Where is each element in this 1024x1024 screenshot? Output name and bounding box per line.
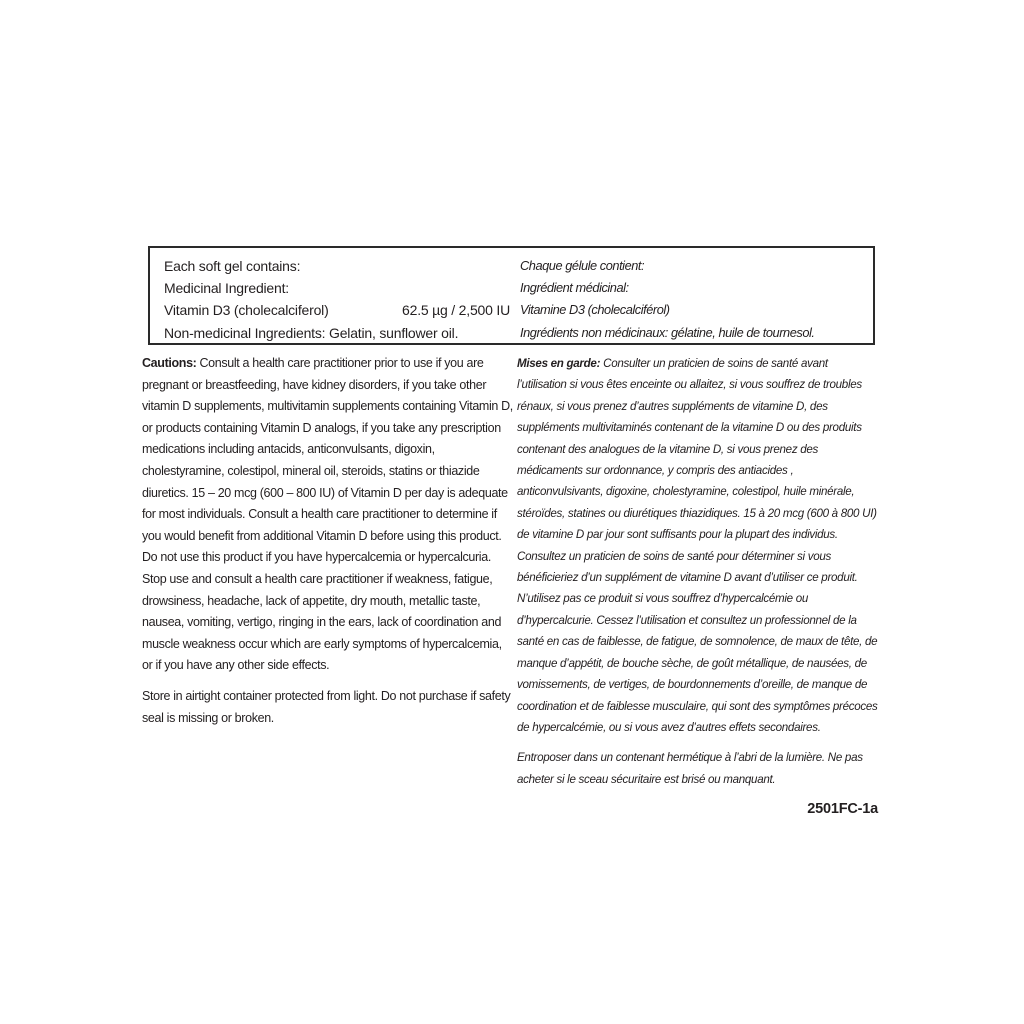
medicinal-heading-fr: Ingrédient médicinal: bbox=[520, 280, 629, 296]
medicinal-heading-en: Medicinal Ingredient: bbox=[164, 280, 289, 297]
contains-heading-en: Each soft gel contains: bbox=[164, 258, 301, 274]
cautions-body-fr: Consulter un praticien de soins de santé avant l’utilisation si vous êtes enceinte ou allaitez, si vous souffrez de troubles rénaux, si vous prenez d’autres suppléments de vitamine D, des suppléments multivitaminés contenant de la vitamine D ou des produits contenant des analogues de la vitamine D, si vous prenez des médicaments sur ordonnance, y compris des antiacides , anticonvulsivants, digoxine, cholestyramine, colestipol, huile minérale, stéroïdes, statines ou diurétiques thiazidiques. 15 à 20 mcg (600 à 800 UI) de vitamine D par jour sont suffisants pour la plupart des individus. Consultez un praticien de soins de santé pour déterminer si vous bénéficieriez d’un supplément de vitamine D avant d’utiliser ce produit. N’utilisez pas ce produit si vous souffrez d’hypercalcémie ou d’hypercalcurie. Cessez l’utilisation et consultez un professionnel de la santé en cas de faiblesse, de fatigue, de somnolence, de maux de tête, de manque d’appétit, de bouche sèche, de goût métallique, de nausées, de vomissements, de vertiges, de bourdonnements d’oreille, de manque de coordination et de faiblesse musculaire, qui sont des symptômes précoces de hypercalcémie, ou si vous avez d’autres effets secondaires. bbox=[517, 357, 878, 734]
ingredient-name-fr: Vitamine D3 (cholecalciférol) bbox=[520, 302, 670, 318]
ingredient-amount: 62.5 µg / 2,500 IU bbox=[402, 302, 510, 319]
non-medicinal-fr: Ingrédients non médicinaux: gélatine, huile de tournesol. bbox=[520, 324, 815, 340]
contains-heading-fr: Chaque gélule contient: bbox=[520, 258, 645, 273]
non-medicinal-en: Non-medicinal Ingredients: Gelatin, sunflower oil. bbox=[164, 324, 459, 341]
cautions-paragraph-en bbox=[142, 353, 515, 677]
storage-paragraph-en: Store in airtight container protected from light. Do not purchase if safety seal is missing or broken. bbox=[142, 688, 511, 725]
cautions-body-en: Consult a health care practitioner prior to use if you are pregnant or breastfeeding, have kidney disorders, if you take other vitamin D supplements, multivitamin supplements containing Vitamin D, or products containing Vitamin D analogs, if you take any prescription medications including antacids, anticonvulsants, digoxin, cholestyramine, colestipol, mineral oil, steroids, statins or thiazide diuretics. 15 – 20 mcg (600 – 800 IU) of Vitamin D per day is adequate for most individuals. Consult a health care practitioner to determine if you would benefit from additional Vitamin D before using this product. Do not use this product if you have hypercalcemia or hypercalcuria. Stop use and consult a health care practitioner if weakness, fatigue, drowsiness, headache, lack of appetite, dry mouth, metallic taste, nausea, vomiting, vertigo, ringing in the ears, lack of coordination and muscle weakness occur which are early symptoms of hypercalcemia, or if you have any other side effects. bbox=[142, 356, 513, 673]
ingredients-box-english bbox=[150, 248, 518, 343]
storage-paragraph-fr: Entroposer dans un contenant hermétique à l’abri de la lumière. Ne pas acheter si le sceau sécuritaire est brisé ou manquant. bbox=[517, 751, 863, 786]
cautions-column-french bbox=[517, 353, 878, 821]
cautions-label-fr: Mises en garde: bbox=[517, 357, 601, 370]
ingredient-row-en bbox=[164, 299, 510, 321]
cautions-column-english bbox=[142, 353, 515, 738]
ingredients-box-french bbox=[518, 248, 873, 343]
ingredients-box bbox=[148, 246, 875, 345]
cautions-paragraph-fr bbox=[517, 353, 878, 738]
ingredient-name-en: Vitamin D3 (cholecalciferol) bbox=[164, 302, 329, 319]
lot-code: 2501FC-1a bbox=[807, 801, 878, 818]
cautions-label-en: Cautions: bbox=[142, 356, 197, 370]
